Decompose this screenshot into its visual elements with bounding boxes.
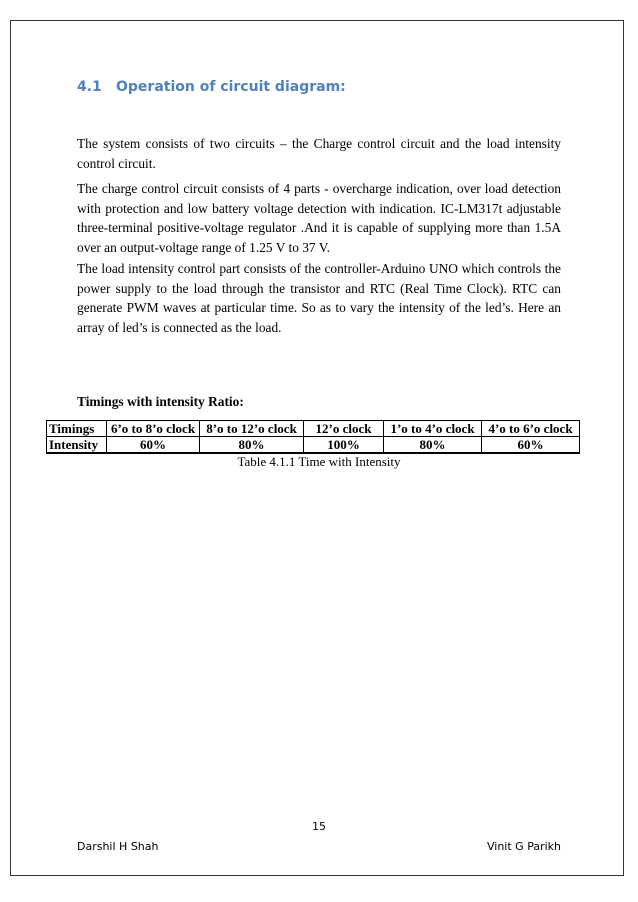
table-cell: 12’o clock <box>304 421 384 437</box>
table-title: Timings with intensity Ratio: <box>77 394 244 409</box>
table-row-timings <box>47 421 580 437</box>
table-cell: 4’o to 6’o clock <box>482 421 580 437</box>
table-cell: 6’o to 8’o clock <box>107 421 200 437</box>
section-heading <box>77 79 346 95</box>
timings-table <box>46 420 580 454</box>
table-cell: Intensity <box>47 437 107 454</box>
table-cell: Timings <box>47 421 107 437</box>
footer-author-right: Vinit G Parikh <box>487 840 561 853</box>
paragraph-load-intensity: The load intensity control part consists of the controller-Arduino UNO which controls the power supply to the load through the transistor and RTC (Real Time Clock). RTC can generate PWM waves at particular time. So as to vary the intensity of the led’s. Here an array of led’s is connected as the load. <box>77 261 561 335</box>
footer-author-left: Darshil H Shah <box>77 840 159 853</box>
table-cell: 60% <box>482 437 580 454</box>
page-number: 15 <box>312 820 326 833</box>
table-cell: 80% <box>200 437 304 454</box>
table-cell: 100% <box>304 437 384 454</box>
table-cell: 60% <box>107 437 200 454</box>
paragraph-charge-control: The charge control circuit consists of 4 parts - overcharge indication, over load detection with protection and low battery voltage detection with indication. IC-LM317t adjustable three-terminal positive-voltage regulator .And it is capable of supplying more than 1.5A over an output-voltage range of 1.25 V to 37 V. <box>77 181 561 255</box>
table-row-intensity <box>47 437 580 454</box>
table-cell: 80% <box>384 437 482 454</box>
section-title: Operation of circuit diagram: <box>116 79 346 95</box>
paragraph-intro: The system consists of two circuits – the Charge control circuit and the load intensity control circuit. <box>77 136 561 171</box>
table-caption: Table 4.1.1 Time with Intensity <box>237 454 401 469</box>
table-cell: 8’o to 12’o clock <box>200 421 304 437</box>
table-cell: 1’o to 4’o clock <box>384 421 482 437</box>
section-number: 4.1 <box>77 79 102 95</box>
